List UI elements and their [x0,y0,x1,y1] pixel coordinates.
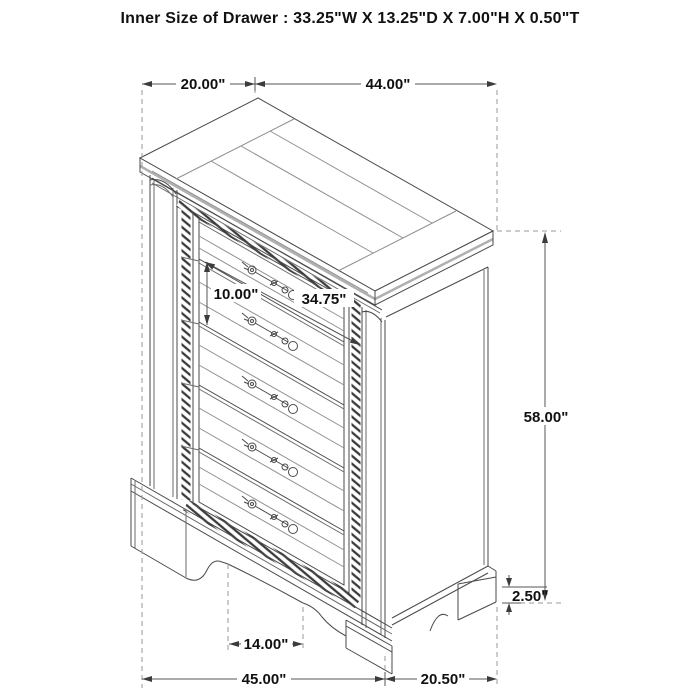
right-foot-scroll [303,603,346,636]
drawer-5-handle-icon [242,496,298,534]
dim-overall-height-label: 58.00" [523,409,569,426]
dim-foot-height-label: 2.50" [512,588,549,605]
rope-bottom-band [186,505,358,603]
left-foot-scroll [186,561,228,580]
dim-foot-clearance-label: 14.00" [243,636,289,653]
dim-height [518,232,574,601]
pilaster-capital-arc [362,311,382,322]
dim-foot-clearance [229,636,303,653]
dim-top-width-label: 44.00" [365,76,411,93]
side-panel [386,267,496,631]
dim-top-depth-label: 20.00" [180,76,226,93]
dim-top [142,75,497,93]
diagram-title: Inner Size of Drawer : 33.25"W X 13.25"D X 7.00"H X 0.50"T [120,10,580,27]
dim-bottom [142,670,497,688]
dim-drawer-spacing-label: 10.00" [213,286,259,303]
left-pilaster [150,175,177,499]
dim-base-side-depth-label: 20.50" [420,671,466,688]
dim-base-front-width-label: 45.00" [241,671,287,688]
dim-drawer-face-width-label: 34.75" [301,291,347,308]
dim-foot-height [502,575,548,615]
